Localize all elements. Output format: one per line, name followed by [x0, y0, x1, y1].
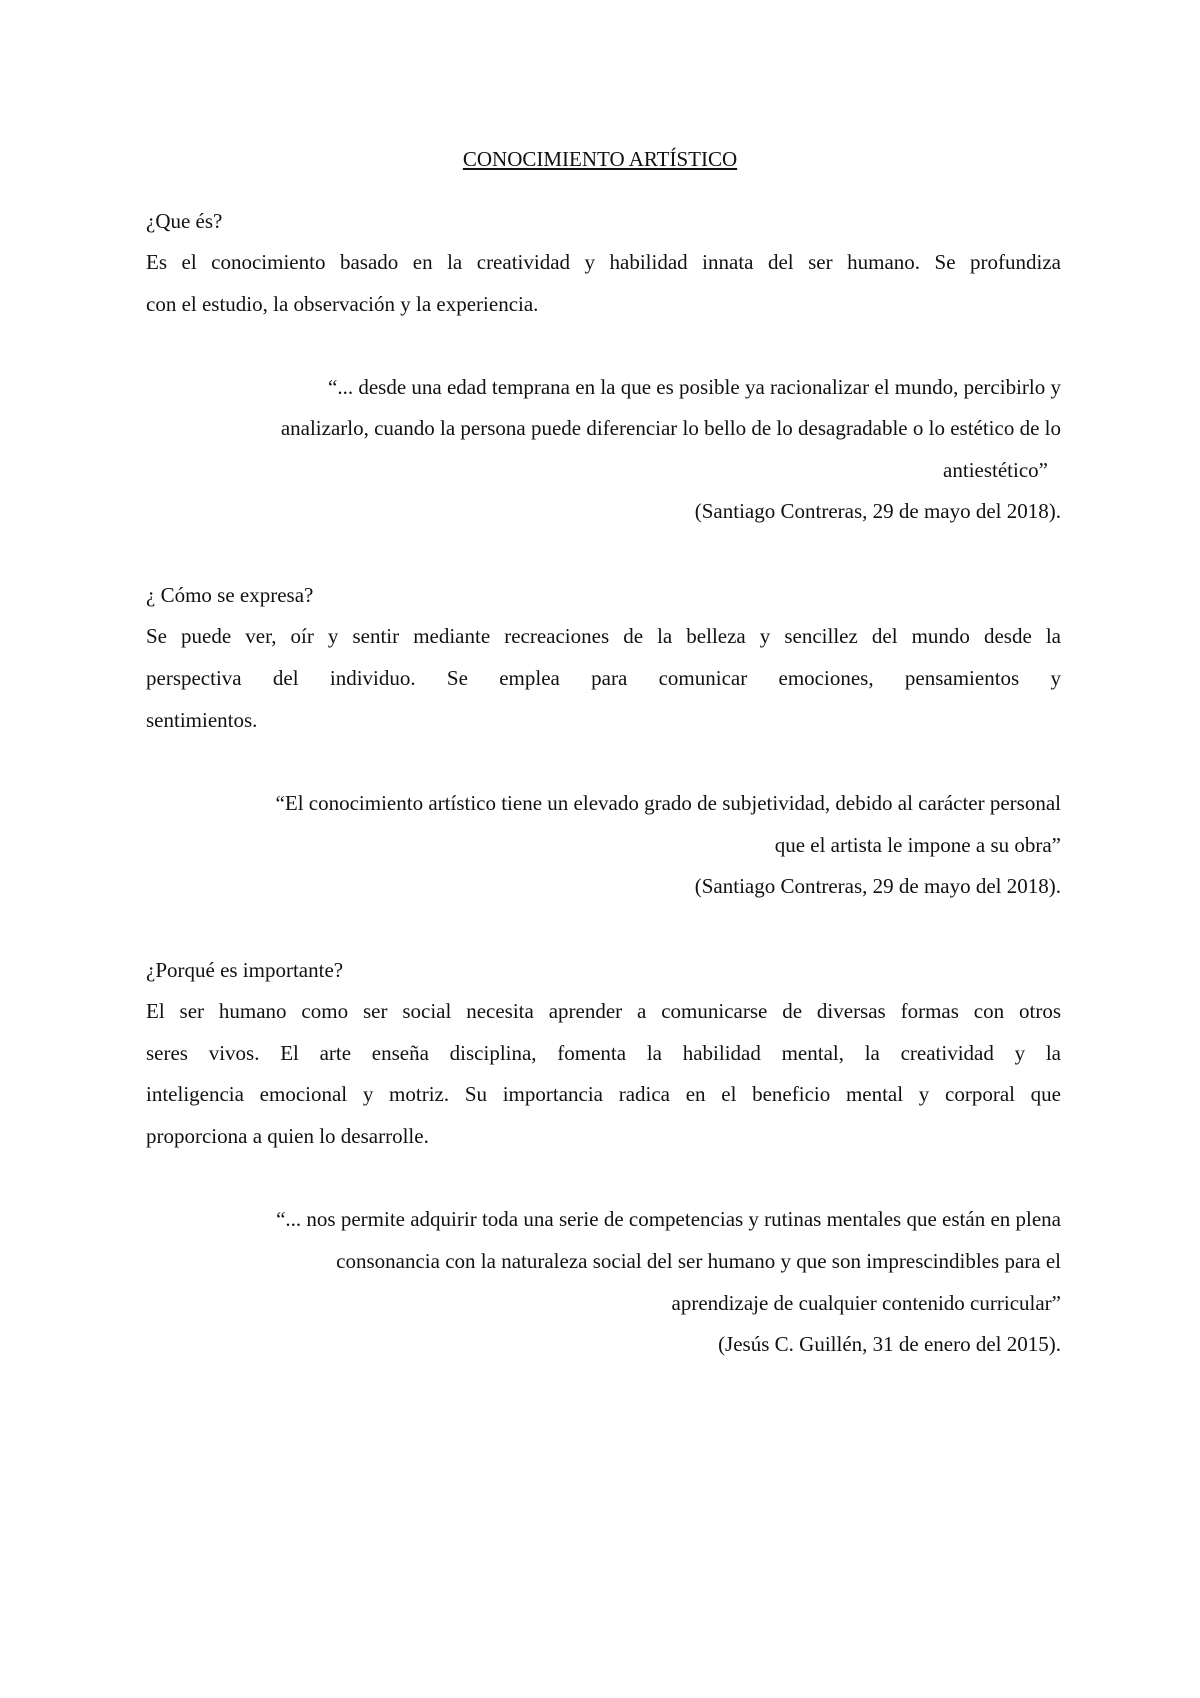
section1-quote-line: analizarlo, cuando la persona puede diferenciar lo bello de lo desagradable o lo estético de lo [280, 416, 1061, 440]
section3-citation: (Jesús C. Guillén, 31 de enero del 2015). [718, 1332, 1061, 1356]
document-title: CONOCIMIENTO ARTÍSTICO [462, 147, 738, 171]
section1-quote-line: “... desde una edad temprana en la que es posible ya racionalizar el mundo, percibirlo y [328, 375, 1061, 399]
section2-quote-line: que el artista le impone a su obra” [774, 833, 1061, 857]
section3-quote-line: “... nos permite adquirir toda una serie de competencias y rutinas mentales que están en plena [276, 1207, 1061, 1231]
section3-paragraph-line: inteligencia emocional y motriz. Su importancia radica en el beneficio mental y corporal que [146, 1082, 1061, 1106]
section3-paragraph-line: proporciona a quien lo desarrolle. [146, 1124, 429, 1148]
section3-quote-line: aprendizaje de cualquier contenido curricular” [671, 1291, 1061, 1315]
section3-paragraph-line: El ser humano como ser social necesita aprender a comunicarse de diversas formas con otros [146, 999, 1061, 1023]
section2-heading: ¿ Cómo se expresa? [146, 583, 314, 607]
section1-quote-line: antiestético” [943, 458, 1048, 482]
section2-paragraph-line: Se puede ver, oír y sentir mediante recreaciones de la belleza y sencillez del mundo desde la [146, 624, 1061, 648]
section2-quote-line: “El conocimiento artístico tiene un elevado grado de subjetividad, debido al carácter personal [275, 791, 1061, 815]
section3-quote-line: consonancia con la naturaleza social del ser humano y que son imprescindibles para el [336, 1249, 1061, 1273]
section3-paragraph-line: seres vivos. El arte enseña disciplina, fomenta la habilidad mental, la creatividad y la [146, 1041, 1061, 1065]
section1-citation: (Santiago Contreras, 29 de mayo del 2018). [694, 499, 1061, 523]
section2-citation: (Santiago Contreras, 29 de mayo del 2018). [694, 874, 1061, 898]
section3-heading: ¿Porqué es importante? [146, 958, 344, 982]
section1-paragraph-line: con el estudio, la observación y la experiencia. [146, 292, 539, 316]
section2-paragraph-line: sentimientos. [146, 708, 258, 732]
section1-paragraph-line: Es el conocimiento basado en la creatividad y habilidad innata del ser humano. Se profundiza [146, 250, 1061, 274]
section2-paragraph-line: perspectiva del individuo. Se emplea para comunicar emociones, pensamientos y [146, 666, 1061, 690]
section1-heading: ¿Que és? [146, 209, 223, 233]
